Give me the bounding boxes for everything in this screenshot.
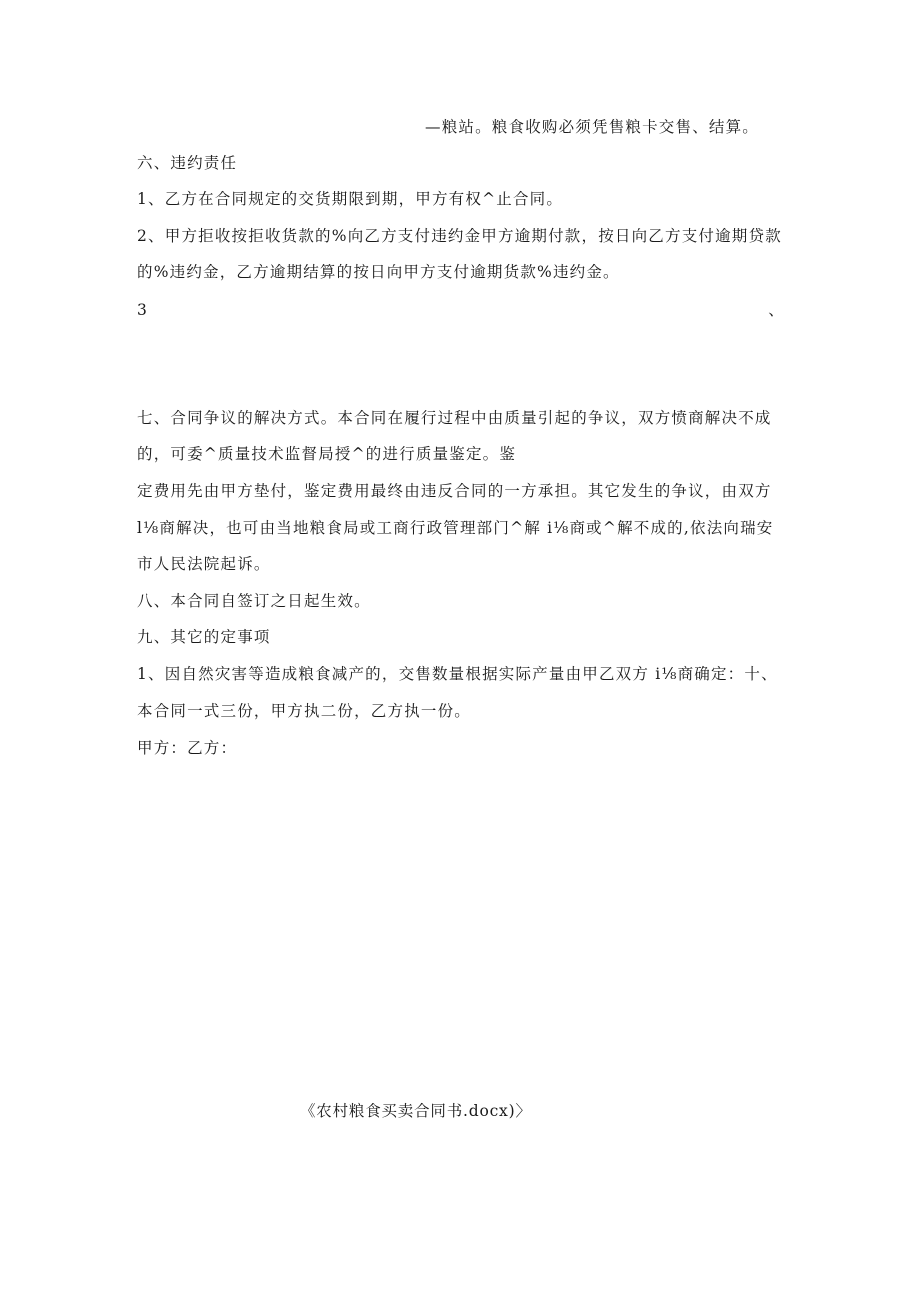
section-8: 八、本合同自签订之日起生效。 xyxy=(137,592,371,610)
document-filename-footer: 《农村粮食买卖合同书.docx)〉 xyxy=(300,1102,532,1120)
item-6-3-number: 3 xyxy=(137,301,149,319)
item-6-2-line-2: 的%违约金，乙方逾期结算的按日向甲方支付逾期货款%违约金。 xyxy=(137,263,620,281)
item-6-3-mark: 、 xyxy=(768,301,785,319)
section-7-line-4: l⅛商解决，也可由当地粮食局或工商行政管理部门^解 i⅛商或^解不成的,依法向瑞安 xyxy=(137,519,774,537)
item-6-3 xyxy=(137,300,785,320)
signature-line: 甲方：乙方： xyxy=(137,739,238,757)
item-9-1-line-2: 本合同一式三份，甲方执二份，乙方执一份。 xyxy=(137,702,472,720)
section-6-heading: 六、违约责任 xyxy=(137,154,238,172)
section-7-line-1: 七、合同争议的解决方式。本合同在履行过程中由质量引起的争议，双方愤商解决不成 xyxy=(137,409,772,427)
section-9-heading: 九、其它的定事项 xyxy=(137,628,271,646)
item-6-2-line-1: 2、甲方拒收按拒收货款的%向乙方支付违约金甲方逾期付款，按日向乙方支付逾期贷款 xyxy=(137,227,782,245)
item-9-1-line-1: 1、因自然灾害等造成粮食减产的，交售数量根据实际产量由甲乙双方 i⅛商确定：十、 xyxy=(137,665,778,683)
item-6-1: 1、乙方在合同规定的交货期限到期，甲方有权^止合同。 xyxy=(137,190,564,208)
section-7-line-5: 市人民法院起诉。 xyxy=(137,555,271,573)
text-line-grain-station: —粮站。粮食收购必须凭售粮卡交售、结算。 xyxy=(425,118,760,136)
section-7-line-3: 定费用先由甲方垫付，鉴定费用最终由违反合同的一方承担。其它发生的争议，由双方 xyxy=(137,482,772,500)
section-7-line-2: 的，可委^质量技术监督局授^的进行质量鉴定。鉴 xyxy=(137,445,517,463)
